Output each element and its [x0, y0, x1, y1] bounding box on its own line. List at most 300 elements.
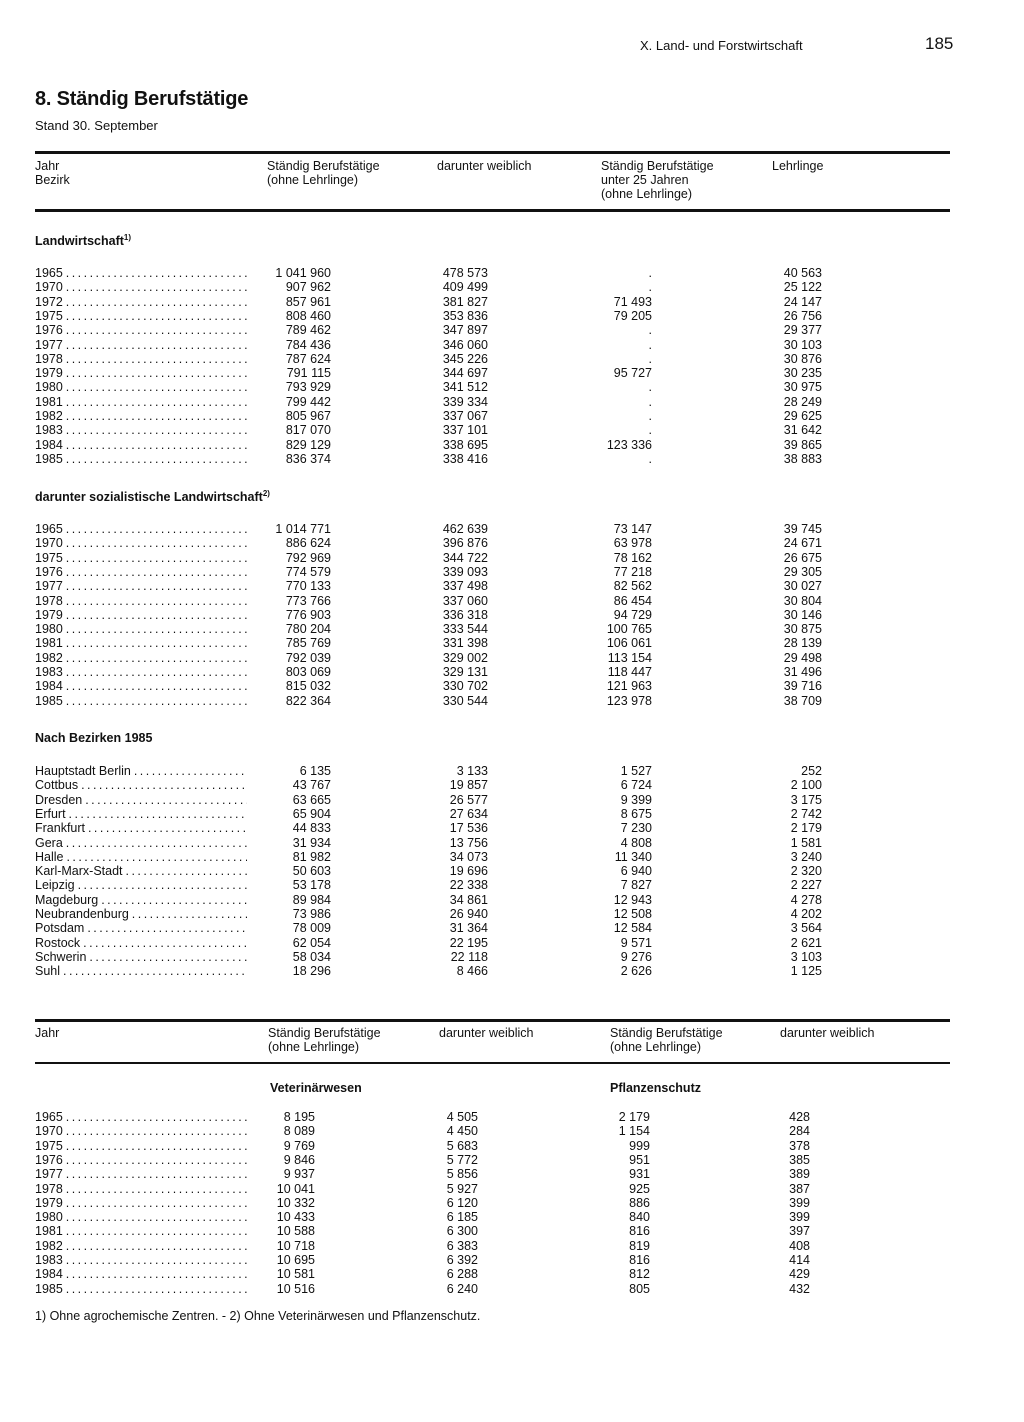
- cell-value: 330 702: [442, 679, 488, 694]
- table-row: [35, 864, 950, 878]
- cell-value: 414: [789, 1253, 810, 1267]
- cell-value: 338 416: [442, 451, 488, 466]
- cell-value: 95 727: [613, 366, 652, 381]
- table-subtitle: Stand 30. September: [35, 118, 158, 133]
- table2-col-vet-female: darunter weiblich: [439, 1026, 534, 1040]
- cell-value: 53 178: [292, 878, 331, 893]
- cell-value: 5 927: [446, 1181, 478, 1196]
- cell-value: 12 943: [613, 892, 652, 907]
- cell-value: 816: [629, 1224, 650, 1239]
- cell-value: 118 447: [607, 665, 652, 679]
- cell-value: 284: [789, 1124, 810, 1139]
- table1-col-under25: Ständig Berufstätige unter 25 Jahren (ohne Lehrlinge): [601, 159, 714, 201]
- table2-col-plant-female: darunter weiblich: [780, 1026, 875, 1040]
- cell-value: 6 120: [446, 1195, 478, 1210]
- row-label: 1976 . . .: [35, 565, 247, 579]
- table-row: [35, 551, 950, 565]
- cell-value: 30 975: [783, 380, 822, 395]
- row-label: Magdeburg . . .: [35, 893, 247, 907]
- table-row: [35, 893, 950, 907]
- row-label: Karl-Marx-Stadt . . .: [35, 864, 247, 878]
- cell-value: 27 634: [449, 806, 488, 821]
- table-row: [35, 921, 950, 935]
- cell-value: 816: [629, 1253, 650, 1267]
- cell-value: 5 683: [446, 1138, 478, 1153]
- table-row: [35, 438, 950, 452]
- cell-value: 43 767: [292, 778, 331, 793]
- cell-value: 337 498: [442, 579, 488, 594]
- table-row: [35, 1224, 950, 1238]
- cell-value: 925: [629, 1181, 650, 1196]
- section-title: Nach Bezirken 1985: [35, 731, 153, 745]
- table1-col-year-district: Jahr Bezirk: [35, 159, 70, 187]
- cell-value: 338 695: [442, 437, 488, 452]
- cell-value: 840: [629, 1210, 650, 1225]
- cell-value: 3 175: [790, 792, 822, 807]
- table-row: [35, 679, 950, 693]
- cell-value: 344 722: [442, 550, 488, 565]
- cell-value: 429: [789, 1267, 810, 1282]
- row-label: Rostock . . .: [35, 936, 247, 950]
- cell-value: 6 185: [446, 1210, 478, 1225]
- cell-value: 63 978: [613, 536, 652, 551]
- cell-value: 6 940: [620, 864, 652, 879]
- row-label: 1982 . . .: [35, 651, 247, 665]
- row-label: 1981 . . .: [35, 636, 247, 650]
- row-label: Potsdam . . .: [35, 921, 247, 935]
- cell-value: 82 562: [613, 579, 652, 594]
- cell-value: 9 399: [620, 792, 652, 807]
- table-row: [35, 352, 950, 366]
- cell-value: 886: [629, 1195, 650, 1210]
- cell-value: 774 579: [285, 564, 331, 579]
- table-row: [35, 1267, 950, 1281]
- cell-value: 26 756: [783, 308, 822, 323]
- cell-value: .: [648, 394, 652, 409]
- cell-value: 4 202: [790, 907, 822, 921]
- cell-value: 29 498: [783, 650, 822, 665]
- row-label: 1970 . . .: [35, 1124, 247, 1138]
- row-label: 1980 . . .: [35, 622, 247, 636]
- cell-value: 6 724: [620, 778, 652, 793]
- cell-value: 330 544: [442, 693, 488, 708]
- cell-value: 44 833: [292, 821, 331, 836]
- table-row: [35, 409, 950, 423]
- cell-value: 6 240: [446, 1281, 478, 1296]
- cell-value: 78 009: [292, 921, 331, 936]
- table2-top-rule: [35, 1019, 950, 1022]
- cell-value: 28 249: [783, 394, 822, 409]
- cell-value: 803 069: [285, 665, 331, 679]
- cell-value: 86 454: [613, 593, 652, 608]
- table-row: [35, 579, 950, 593]
- cell-value: 432: [789, 1281, 810, 1296]
- row-label: 1984 . . .: [35, 679, 247, 693]
- row-label: 1977 . . .: [35, 1167, 247, 1181]
- cell-value: 39 865: [783, 437, 822, 452]
- table-row: [35, 807, 950, 821]
- cell-value: 886 624: [285, 536, 331, 551]
- row-label: Neubrandenburg . . .: [35, 907, 247, 921]
- table-row: [35, 778, 950, 792]
- cell-value: 17 536: [449, 821, 488, 836]
- table2-col-plant-employed: Ständig Berufstätige (ohne Lehrlinge): [610, 1026, 723, 1054]
- table1-col-female: darunter weiblich: [437, 159, 532, 173]
- cell-value: 346 060: [442, 337, 488, 352]
- cell-value: 4 808: [620, 835, 652, 850]
- cell-value: 1 581: [790, 835, 822, 850]
- row-label: 1983 . . .: [35, 423, 247, 437]
- table-row: [35, 280, 950, 294]
- cell-value: 28 139: [783, 636, 822, 651]
- cell-value: 106 061: [606, 636, 652, 651]
- cell-value: 29 625: [783, 409, 822, 423]
- cell-value: 1 041 960: [275, 266, 331, 280]
- cell-value: 4 505: [446, 1110, 478, 1124]
- table-row: [35, 395, 950, 409]
- cell-value: 7 230: [620, 821, 652, 836]
- cell-value: 30 876: [783, 351, 822, 366]
- cell-value: 25 122: [783, 280, 822, 295]
- table-title: 8. Ständig Berufstätige: [35, 88, 249, 110]
- cell-value: 31 496: [783, 665, 822, 679]
- cell-value: 24 671: [783, 536, 822, 551]
- cell-value: 81 982: [292, 849, 331, 864]
- row-label: 1979 . . .: [35, 608, 247, 622]
- cell-value: 123 978: [606, 693, 652, 708]
- cell-value: .: [648, 409, 652, 423]
- cell-value: 26 675: [783, 550, 822, 565]
- cell-value: 100 765: [606, 622, 652, 637]
- row-label: 1983 . . .: [35, 1253, 247, 1267]
- table-row: [35, 1153, 950, 1167]
- cell-value: 1 527: [620, 764, 652, 778]
- table-row: [35, 1182, 950, 1196]
- cell-value: 26 940: [449, 907, 488, 921]
- table-row: [35, 1167, 950, 1181]
- row-label: 1975 . . .: [35, 309, 247, 323]
- cell-value: 805 967: [285, 409, 331, 423]
- cell-value: 999: [629, 1138, 650, 1153]
- cell-value: 329 002: [442, 650, 488, 665]
- table-row: [35, 594, 950, 608]
- cell-value: 58 034: [292, 949, 331, 964]
- row-label: 1965 . . .: [35, 522, 247, 536]
- cell-value: 11 340: [614, 849, 652, 864]
- table-row: [35, 380, 950, 394]
- cell-value: 30 804: [783, 593, 822, 608]
- cell-value: 63 665: [292, 792, 331, 807]
- cell-value: 339 093: [442, 564, 488, 579]
- cell-value: 8 195: [283, 1110, 315, 1124]
- cell-value: 793 929: [285, 380, 331, 395]
- cell-value: 252: [801, 764, 822, 778]
- table2-group-veterinary: Veterinärwesen: [270, 1081, 362, 1095]
- cell-value: 787 624: [285, 351, 331, 366]
- table-row: [35, 764, 950, 778]
- cell-value: 345 226: [442, 351, 488, 366]
- cell-value: 30 875: [783, 622, 822, 637]
- row-label: 1980 . . .: [35, 380, 247, 394]
- cell-value: 19 696: [449, 864, 488, 879]
- cell-value: 10 581: [276, 1267, 315, 1282]
- cell-value: 337 067: [442, 409, 488, 423]
- table-row: [35, 651, 950, 665]
- cell-value: 121 963: [606, 679, 652, 694]
- table-row: [35, 1253, 950, 1267]
- cell-value: 30 235: [783, 366, 822, 381]
- cell-value: 22 338: [449, 878, 488, 893]
- row-label: 1985 . . .: [35, 694, 247, 708]
- cell-value: 79 205: [613, 308, 652, 323]
- cell-value: 799 442: [285, 394, 331, 409]
- cell-value: 6 392: [446, 1253, 478, 1267]
- cell-value: 2 179: [618, 1110, 650, 1124]
- cell-value: 77 218: [613, 564, 652, 579]
- cell-value: 10 041: [276, 1181, 315, 1196]
- table-row: [35, 622, 950, 636]
- row-label: 1984 . . .: [35, 1267, 247, 1281]
- row-label: 1970 . . .: [35, 536, 247, 550]
- cell-value: 329 131: [442, 665, 488, 679]
- cell-value: 385: [789, 1152, 810, 1167]
- cell-value: 336 318: [442, 607, 488, 622]
- cell-value: 387: [789, 1181, 810, 1196]
- cell-value: 4 450: [446, 1124, 478, 1139]
- row-label: 1981 . . .: [35, 1224, 247, 1238]
- table-row: [35, 1110, 950, 1124]
- page-number: 185: [925, 34, 954, 53]
- cell-value: 331 398: [442, 636, 488, 651]
- cell-value: 784 436: [285, 337, 331, 352]
- cell-value: 1 125: [790, 964, 822, 979]
- cell-value: 4 278: [790, 892, 822, 907]
- cell-value: 89 984: [292, 892, 331, 907]
- cell-value: .: [648, 451, 652, 466]
- row-label: 1985 . . .: [35, 452, 247, 466]
- cell-value: 907 962: [285, 280, 331, 295]
- cell-value: 792 969: [285, 550, 331, 565]
- table1-top-rule: [35, 151, 950, 154]
- row-label: 1982 . . .: [35, 1239, 247, 1253]
- table-row: [35, 309, 950, 323]
- table-row: [35, 266, 950, 280]
- cell-value: 2 227: [790, 878, 822, 893]
- cell-value: 9 846: [283, 1152, 315, 1167]
- row-label: 1965 . . .: [35, 1110, 247, 1124]
- row-label: 1983 . . .: [35, 665, 247, 679]
- table-row: [35, 850, 950, 864]
- table2-col-vet-employed: Ständig Berufstätige (ohne Lehrlinge): [268, 1026, 381, 1054]
- table1-col-employed: Ständig Berufstätige (ohne Lehrlinge): [267, 159, 380, 187]
- cell-value: 50 603: [292, 864, 331, 879]
- cell-value: 94 729: [613, 607, 652, 622]
- row-label: 1975 . . .: [35, 551, 247, 565]
- table-row: [35, 907, 950, 921]
- cell-value: 2 621: [790, 935, 822, 950]
- section-title: darunter sozialistische Landwirtschaft$^{2)}$: [35, 489, 270, 505]
- table-row: [35, 608, 950, 622]
- cell-value: 789 462: [285, 323, 331, 338]
- cell-value: 73 986: [292, 907, 331, 921]
- cell-value: 399: [789, 1195, 810, 1210]
- table-row: [35, 1210, 950, 1224]
- cell-value: 353 836: [442, 308, 488, 323]
- table2-group-plant-protection: Pflanzenschutz: [610, 1081, 701, 1095]
- cell-value: 30 103: [783, 337, 822, 352]
- cell-value: 333 544: [442, 622, 488, 637]
- table-row: [35, 452, 950, 466]
- cell-value: 12 508: [613, 907, 652, 921]
- cell-value: 71 493: [613, 294, 652, 309]
- cell-value: 1 154: [618, 1124, 650, 1139]
- cell-value: 6 300: [446, 1224, 478, 1239]
- cell-value: .: [648, 351, 652, 366]
- cell-value: 62 054: [292, 935, 331, 950]
- cell-value: 808 460: [285, 308, 331, 323]
- cell-value: 3 133: [456, 764, 488, 778]
- row-label: 1978 . . .: [35, 594, 247, 608]
- row-label: 1975 . . .: [35, 1139, 247, 1153]
- row-label: Frankfurt . . .: [35, 821, 247, 835]
- cell-value: .: [648, 280, 652, 295]
- cell-value: 428: [789, 1110, 810, 1124]
- table2-col-year: Jahr: [35, 1026, 60, 1040]
- cell-value: 5 856: [446, 1167, 478, 1182]
- cell-value: 381 827: [442, 294, 488, 309]
- table-row: [35, 694, 950, 708]
- row-label: Schwerin . . .: [35, 950, 247, 964]
- table-row: [35, 1124, 950, 1138]
- cell-value: 5 772: [446, 1152, 478, 1167]
- cell-value: .: [648, 380, 652, 395]
- row-label: 1976 . . .: [35, 1153, 247, 1167]
- row-label: 1977 . . .: [35, 338, 247, 352]
- table1-col-apprentices: Lehrlinge: [772, 159, 824, 173]
- cell-value: 805: [629, 1281, 650, 1296]
- cell-value: 344 697: [442, 366, 488, 381]
- cell-value: 822 364: [285, 693, 331, 708]
- cell-value: 2 179: [790, 821, 822, 836]
- row-label: 1970 . . .: [35, 280, 247, 294]
- table-row: [35, 366, 950, 380]
- cell-value: 30 027: [783, 579, 822, 594]
- cell-value: 31 642: [783, 423, 822, 438]
- table-row: [35, 1139, 950, 1153]
- cell-value: 408: [789, 1238, 810, 1253]
- cell-value: 6 135: [299, 764, 331, 778]
- cell-value: 478 573: [442, 266, 488, 280]
- cell-value: 829 129: [285, 437, 331, 452]
- row-label: 1979 . . .: [35, 1196, 247, 1210]
- cell-value: 780 204: [285, 622, 331, 637]
- cell-value: 31 364: [449, 921, 488, 936]
- cell-value: 389: [789, 1167, 810, 1182]
- row-label: 1979 . . .: [35, 366, 247, 380]
- cell-value: 337 101: [442, 423, 488, 438]
- cell-value: 8 466: [456, 964, 488, 979]
- cell-value: 9 937: [283, 1167, 315, 1182]
- row-label: 1982 . . .: [35, 409, 247, 423]
- cell-value: 10 718: [276, 1238, 315, 1253]
- row-label: 1985 . . .: [35, 1282, 247, 1296]
- cell-value: 31 934: [292, 835, 331, 850]
- table-row: [35, 1282, 950, 1296]
- table-row: [35, 1239, 950, 1253]
- cell-value: 7 827: [620, 878, 652, 893]
- cell-value: 791 115: [286, 366, 331, 381]
- table-row: [35, 423, 950, 437]
- table-row: [35, 936, 950, 950]
- row-label: 1981 . . .: [35, 395, 247, 409]
- table-row: [35, 565, 950, 579]
- cell-value: 18 296: [292, 964, 331, 979]
- cell-value: 397: [789, 1224, 810, 1239]
- cell-value: 776 903: [285, 607, 331, 622]
- cell-value: 29 377: [783, 323, 822, 338]
- cell-value: 9 571: [620, 935, 652, 950]
- row-label: 1972 . . .: [35, 295, 247, 309]
- cell-value: 347 897: [442, 323, 488, 338]
- cell-value: 123 336: [606, 437, 652, 452]
- cell-value: 10 332: [276, 1195, 315, 1210]
- cell-value: 10 433: [276, 1210, 315, 1225]
- row-label: 1978 . . .: [35, 1182, 247, 1196]
- cell-value: 3 564: [790, 921, 822, 936]
- cell-value: 40 563: [783, 266, 822, 280]
- cell-value: 1 014 771: [275, 522, 331, 536]
- row-label: Leipzig . . .: [35, 878, 247, 892]
- cell-value: 817 070: [285, 423, 331, 438]
- cell-value: 2 100: [790, 778, 822, 793]
- cell-value: 8 675: [620, 806, 652, 821]
- cell-value: 10 695: [276, 1253, 315, 1267]
- cell-value: 30 146: [783, 607, 822, 622]
- cell-value: 2 320: [790, 864, 822, 879]
- cell-value: 9 769: [283, 1138, 315, 1153]
- table-row: [35, 878, 950, 892]
- cell-value: 6 383: [446, 1238, 478, 1253]
- row-label: Suhl . . .: [35, 964, 247, 978]
- cell-value: 2 742: [790, 806, 822, 821]
- cell-value: 38 709: [783, 693, 822, 708]
- cell-value: 6 288: [446, 1267, 478, 1282]
- cell-value: 39 745: [783, 522, 822, 536]
- row-label: 1978 . . .: [35, 352, 247, 366]
- cell-value: 773 766: [285, 593, 331, 608]
- cell-value: 13 756: [449, 835, 488, 850]
- row-label: 1976 . . .: [35, 323, 247, 337]
- row-label: Erfurt . . .: [35, 807, 247, 821]
- row-label: Dresden . . .: [35, 793, 247, 807]
- cell-value: 39 716: [783, 679, 822, 694]
- cell-value: 951: [629, 1152, 650, 1167]
- row-label: 1977 . . .: [35, 579, 247, 593]
- cell-value: 22 195: [449, 935, 488, 950]
- cell-value: 113 154: [607, 650, 652, 665]
- cell-value: 9 276: [620, 949, 652, 964]
- cell-value: 819: [629, 1238, 650, 1253]
- cell-value: 396 876: [442, 536, 488, 551]
- table-row: [35, 964, 950, 978]
- cell-value: 378: [789, 1138, 810, 1153]
- cell-value: 65 904: [292, 806, 331, 821]
- cell-value: .: [648, 423, 652, 438]
- table-row: [35, 522, 950, 536]
- row-label: 1965 . . .: [35, 266, 247, 280]
- cell-value: 29 305: [783, 564, 822, 579]
- cell-value: 337 060: [442, 593, 488, 608]
